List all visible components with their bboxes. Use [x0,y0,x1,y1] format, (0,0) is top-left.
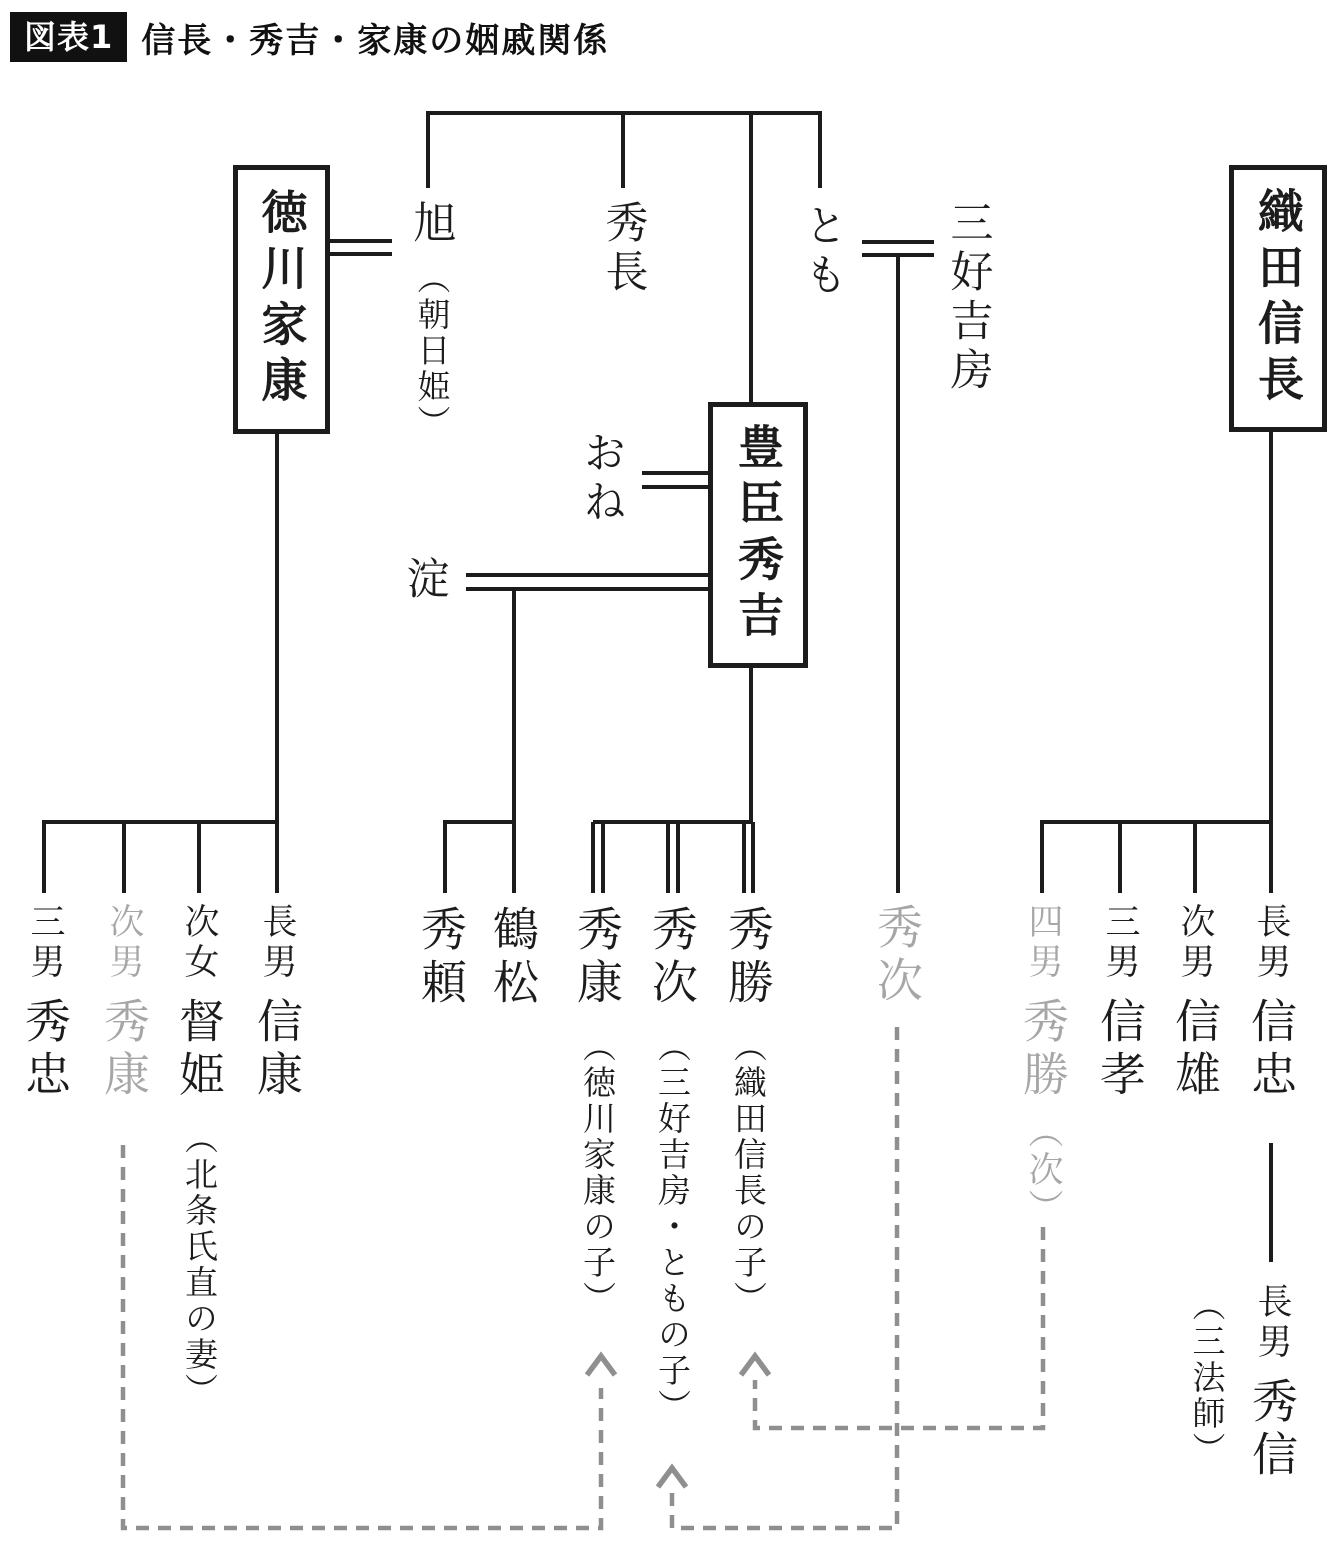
person-miyoshi-yoshifusa [943,200,994,396]
oda-nobunaga-name: 織田信長 [1251,186,1305,411]
person-tokuhime [172,903,226,1409]
person-hidenobu-name: 秀信 [1245,1377,1299,1483]
person-tokuhime-name: 督姫 [172,997,226,1103]
person-nobutada [1244,903,1298,1103]
birth-order-label: 次女 [179,903,219,983]
oda-children-ticks [1120,822,1195,893]
toyotomi-hideyoshi-name: 豊臣秀吉 [731,423,785,647]
person-yodo [399,556,450,605]
person-hideyori [414,905,468,1011]
arrow-up-hideyasu-icon [587,1356,615,1375]
figure-title-text: 信長・秀吉・家康の姻戚関係 [141,20,610,61]
person-hideyori-name: 秀頼 [414,905,468,1011]
person-tsurumatsu [486,905,540,1011]
yodo-children-line [445,822,514,893]
person-tsurumatsu-name: 鶴松 [486,905,540,1011]
arrow-up-hidetsugu-icon [658,1468,686,1487]
oda-children-line [1042,822,1271,893]
person-hidekatsu-adopted [721,905,775,1317]
arrow-up-hidekatsu-icon [741,1356,769,1375]
person-hidenaga [598,200,649,298]
person-asahi-note: （朝日姫） [412,261,452,441]
tokugawa-children-ticks [124,822,199,893]
birth-order-label: 長男 [1252,1283,1292,1363]
birth-order-label: 長男 [1251,903,1291,983]
person-hidekatsu-gray-name: 秀勝 [1016,997,1070,1103]
person-hideyasu-adopted-note: （徳川家康の子） [578,1029,617,1317]
birth-order-label: 四男 [1023,903,1063,983]
birth-order-label: 三男 [1100,903,1140,983]
person-hideyasu-gray [97,903,151,1103]
person-hidenobu-note-col [1187,1288,1227,1468]
person-hidenobu [1245,1283,1299,1483]
toyotomi-adoption-double-ticks [593,822,753,893]
person-hidetsugu-adopted [645,905,699,1425]
person-asahi [406,200,457,441]
birth-order-label: 三男 [25,903,65,983]
tokugawa-ieyasu-name: 徳川家康 [254,187,309,412]
person-nobutaka [1093,903,1147,1103]
person-nobuyasu-name: 信康 [250,997,304,1103]
person-hideyasu-adopted-name: 秀康 [570,905,624,1011]
tokugawa-ieyasu-box [233,165,330,434]
person-nobuyasu [250,903,304,1103]
person-miyoshi-name: 三好吉房 [943,200,994,396]
person-yodo-name: 淀 [399,556,450,605]
birth-order-label: 次男 [1175,903,1215,983]
person-one [576,430,627,528]
marriage-yodo-toyotomi [466,575,708,589]
person-hideyasu-gray-name: 秀康 [97,997,151,1103]
person-hidetada-name: 秀忠 [18,997,72,1103]
person-tokuhime-note: （北条氏直の妻） [180,1121,219,1409]
figure-number-badge: 図表1 [10,12,127,62]
person-tomo [797,203,848,301]
person-one-name: おね [576,430,627,528]
marriage-one-toyotomi [642,473,708,487]
person-nobutaka-name: 信孝 [1093,997,1147,1103]
person-nobutada-name: 信忠 [1244,997,1298,1103]
person-hidetsugu-gray-name: 秀次 [870,903,924,1009]
person-nobukatsu-name: 信雄 [1168,997,1222,1103]
person-hidekatsu-gray-note: （次） [1023,1113,1063,1227]
marriage-tomo-miyoshi [862,242,934,255]
birth-order-label: 長男 [257,903,297,983]
oda-nobunaga-box [1229,165,1327,432]
person-hidenaga-name: 秀長 [598,200,649,298]
adoption-path-hidetsugu [672,1027,897,1528]
person-tomo-name: とも [797,203,848,301]
person-hidekatsu-gray [1016,903,1070,1227]
person-asahi-name: 旭 [406,200,457,249]
toyotomi-hideyoshi-box [708,402,808,668]
person-nobukatsu [1168,903,1222,1103]
person-hidenobu-note: （三法師） [1187,1288,1227,1468]
person-hidetsugu-adopted-name: 秀次 [645,905,699,1011]
person-hidekatsu-adopted-note: （織田信長の子） [729,1029,768,1317]
person-hideyasu-adopted [570,905,624,1317]
person-hidetsugu-adopted-note: （三好吉房・ともの子） [653,1029,692,1425]
birth-order-label: 次男 [104,903,144,983]
person-hidetada [18,903,72,1103]
person-hidetsugu-gray [870,903,924,1009]
tokugawa-children-line [44,822,277,893]
person-hidekatsu-adopted-name: 秀勝 [721,905,775,1011]
